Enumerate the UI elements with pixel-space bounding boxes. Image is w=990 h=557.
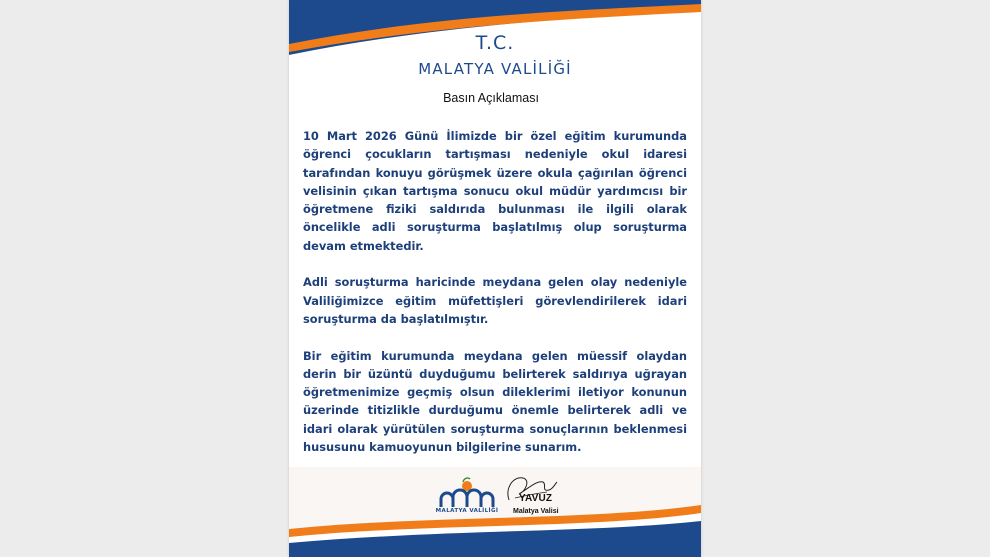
header-governorship: MALATYA VALİLİĞİ	[418, 60, 572, 78]
paragraph: Bir eğitim kurumunda meydana gelen müessif olaydan derin bir üzüntü duyduğumu belirterek saldırıya uğrayan öğretmenimize geçmiş olsun dileklerimi iletiyor konunun üzerinde titizlikle durduğumu önemle belirterek adli ve idari olarak yürütülen soruşturma sonuçlarının beklenmesi hususunu kamuoyunun bilgilerine sunarım.	[303, 348, 687, 455]
signature-name: YAVUZ	[519, 493, 553, 504]
signature-scribble	[503, 470, 563, 510]
signature-title: Malatya Valisi	[513, 508, 559, 515]
document-body	[303, 127, 687, 475]
header-tc: T.C.	[475, 32, 515, 54]
paragraph: Adli soruşturma haricinde meydana gelen olay nedeniyle Valiliğimizce eğitim müfettişleri görevlendirilerek idari soruşturma da başlatılmıştır.	[303, 275, 687, 326]
logo-caption: MALATYA VALİLİĞİ	[435, 508, 499, 514]
press-release-page	[289, 0, 701, 557]
document-title: Basın Açıklaması	[443, 91, 539, 105]
paragraph: 10 Mart 2026 Günü İlimizde bir özel eğitim kurumunda öğrenci çocukların tartışması nedeniyle okul idaresi tarafından konuyu görüşmek üzere okula çağırılan öğrenci velisinin çıkan tartışma sonucu okul müdür yardımcısı bir öğretmene fiziki saldırıda bulunması ile ilgili olarak öncelikle adli soruşturma başlatılmış olup soruşturma devam etmektedir.	[303, 129, 687, 253]
